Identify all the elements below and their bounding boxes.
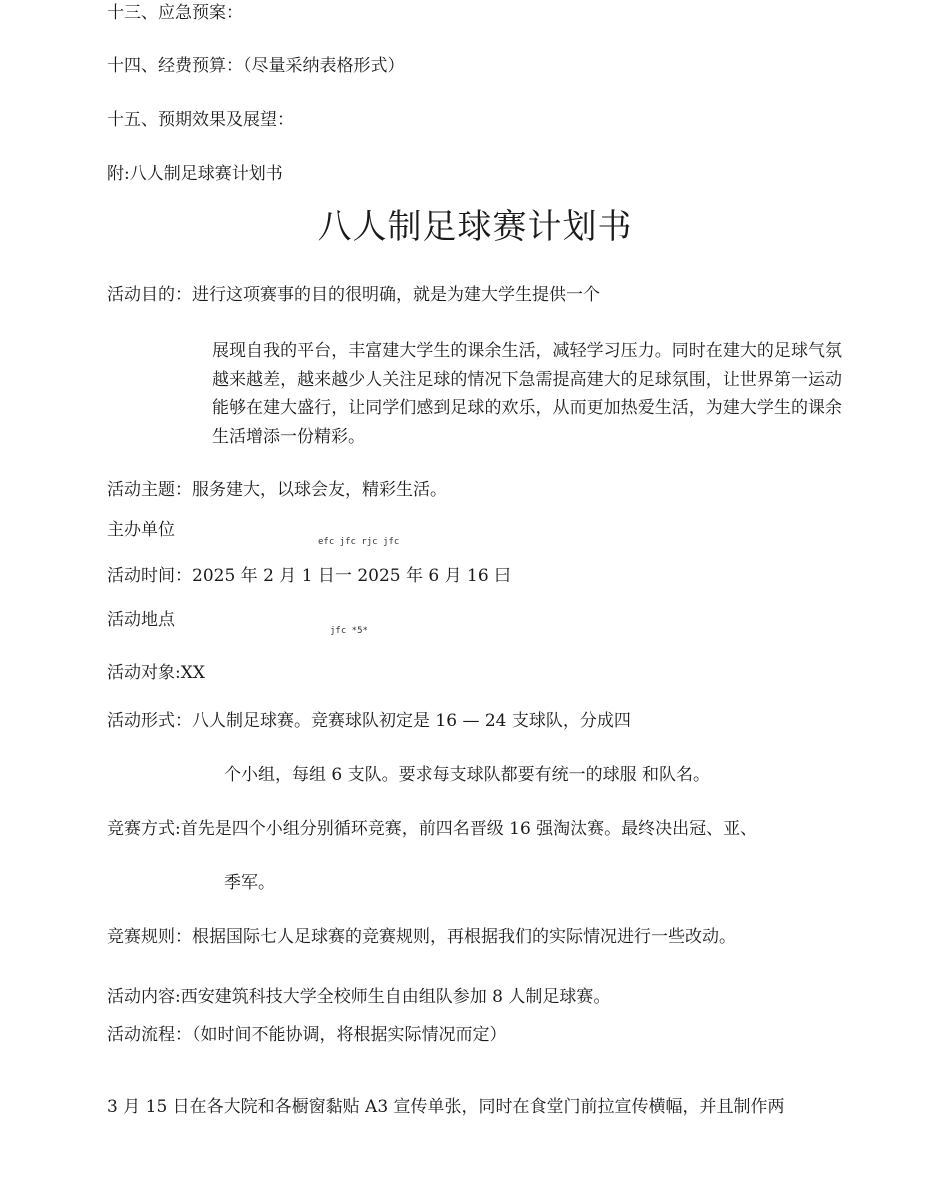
target-line: 活动对象:XX [107,663,205,683]
outline-item-15: 十五、预期效果及展望： [107,110,294,130]
theme-line: 活动主题：服务建大，以球会友，精彩生活。 [107,480,447,500]
purpose-paragraph: 展现自我的平台，丰富建大学生的课余生活，减轻学习压力。同时在建大的足球气氛越来越差，越来越少人关注足球的情况下急需提高建大的足球氛围，让世界第一运动能够在建大盛行，让同学们感到足球的欢乐，从而更加热爱生活，为建大学生的课余生活增添一份精彩。 [212,341,842,447]
form-line-2: 个小组，每组 6 支队。要求每支球队都要有统一的球服 和队名。 [224,765,711,785]
outline-item-14: 十四、经费预算：（尽量采纳表格形式） [107,56,405,76]
march15-line: 3 月 15 日在各大院和各橱窗黏贴 A3 宣传单张，同时在食堂门前拉宣传横幅，并且制作两 [107,1097,785,1117]
location-value: jfc *5* [330,626,368,636]
process-line: 活动流程：（如时间不能协调，将根据实际情况而定） [107,1025,507,1045]
rules-line: 竞赛规则：根据国际七人足球赛的竞赛规则，再根据我们的实际情况进行一些改动。 [107,927,736,947]
purpose-line: 活动目的：进行这项赛事的目的很明确，就是为建大学生提供一个 [107,285,600,305]
competition-line-2: 季军。 [224,873,275,893]
organizer-label: 主办单位 [107,520,175,540]
outline-item-13: 十三、应急预案： [107,3,243,23]
organizer-value: efc jfc rjc jfc [318,537,400,547]
content-line: 活动内容:西安建筑科技大学全校师生自由组队参加 8 人制足球赛。 [107,987,611,1007]
time-line: 活动时间：2025 年 2 月 1 日一 2025 年 6 月 16 曰 [107,566,512,586]
document-title: 八人制足球赛计划书 [317,207,633,247]
form-line-1: 活动形式：八人制足球赛。竞赛球队初定是 16 — 24 支球队，分成四 [107,711,631,731]
location-label: 活动地点 [107,610,175,630]
competition-line-1: 竞赛方式:首先是四个小组分别循环竞赛，前四名晋级 16 强淘汰赛。最终决出冠、亚、 [107,819,758,839]
appendix-line: 附:八人制足球赛计划书 [107,164,283,184]
